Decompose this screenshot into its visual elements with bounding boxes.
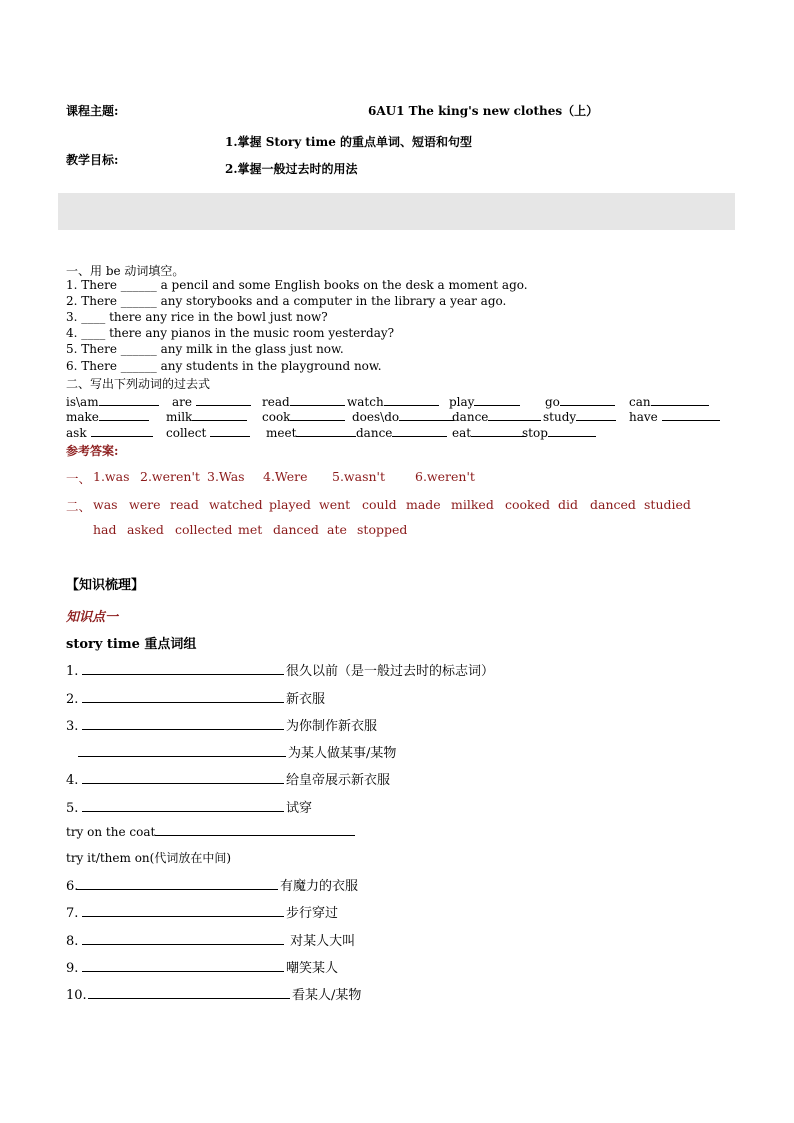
answer-item: 3.Was: [207, 469, 245, 484]
answer-item: danced: [590, 497, 636, 512]
exercise1-item: 4. ____ there any pianos in the music room yesterday?: [66, 326, 395, 340]
section-title: 【知识梳理】: [66, 578, 145, 593]
answer-item: asked: [127, 522, 164, 537]
answer-item: danced: [273, 522, 319, 537]
try-it-on: try it/them on(代词放在中间): [66, 851, 232, 865]
verb-item: cook: [262, 409, 345, 424]
answer-item: had: [93, 522, 117, 537]
exercise1-item: 3. ____ there any rice in the bowl just now?: [66, 310, 328, 324]
phrase-item: 9. 嘲笑某人: [66, 961, 339, 976]
verb-item: meet: [266, 425, 356, 440]
verb-item: does\do: [352, 409, 454, 424]
answer-item: were: [129, 497, 161, 512]
verb-item: go: [545, 394, 615, 409]
verb-item: stop: [522, 425, 596, 440]
exercise1-item: 2. There ______ any storybooks and a computer in the library a year ago.: [66, 294, 507, 308]
phrase-item: 为某人做某事/某物: [66, 742, 396, 761]
phrase-item: 7. 步行穿过: [66, 906, 339, 921]
subtitle: story time 重点词组: [66, 637, 197, 652]
answer-item: milked: [451, 497, 494, 512]
topic-value: 6AU1 The king's new clothes（上）: [368, 104, 599, 118]
verb-item: study: [543, 409, 616, 424]
verb-item: read: [262, 394, 345, 409]
objective-1: 1.掌握 Story time 的重点单词、短语和句型: [225, 135, 473, 149]
header-divider-band: [58, 193, 735, 230]
exercise1-title: 一、用 be 动词填空。: [66, 264, 185, 278]
answer-item: met: [238, 522, 263, 537]
phrase-item: 6. 有魔力的衣服: [66, 879, 359, 894]
objective-label: 教学目标:: [66, 153, 119, 167]
phrase-item: 5. 试穿: [66, 801, 313, 816]
answer-item: 5.wasn't: [332, 469, 386, 484]
answer-item: watched: [209, 497, 263, 512]
answer-item: 6.weren't: [415, 469, 475, 484]
answers-part1-label: 一、: [66, 471, 92, 486]
answer-item: ate: [327, 522, 347, 537]
topic-label: 课程主题:: [66, 104, 119, 118]
verb-item: ask: [66, 425, 153, 440]
answers-part2-label: 二、: [66, 499, 92, 514]
answer-item: studied: [644, 497, 691, 512]
verb-item: collect: [166, 425, 250, 440]
objective-2: 2.掌握一般过去时的用法: [225, 162, 358, 176]
exercise1-item: 1. There ______ a pencil and some English books on the desk a moment ago.: [66, 278, 528, 292]
exercise1-item: 5. There ______ any milk in the glass just now.: [66, 342, 344, 356]
verb-item: can: [629, 394, 709, 409]
answer-item: 2.weren't: [140, 469, 200, 484]
answer-item: read: [170, 497, 199, 512]
answer-item: stopped: [357, 522, 408, 537]
answer-item: did: [558, 497, 579, 512]
answer-item: made: [406, 497, 441, 512]
verb-item: dance: [356, 425, 447, 440]
phrase-item: 3. 为你制作新衣服: [66, 719, 378, 734]
verb-item: make: [66, 409, 149, 424]
answer-item: collected: [175, 522, 233, 537]
answers-title: 参考答案:: [66, 444, 119, 458]
point-title: 知识点一: [66, 610, 119, 625]
verb-item: eat: [452, 425, 526, 440]
exercise2-title: 二、写出下列动词的过去式: [66, 377, 211, 391]
phrase-item: 1. 很久以前（是一般过去时的标志词）: [66, 664, 495, 679]
phrase-item: 2. 新衣服: [66, 692, 326, 707]
answer-item: played: [269, 497, 311, 512]
exercise1-item: 6. There ______ any students in the playground now.: [66, 359, 382, 373]
verb-item: milk: [166, 409, 247, 424]
answer-item: 4.Were: [263, 469, 308, 484]
answer-item: cooked: [505, 497, 551, 512]
verb-item: dance: [452, 409, 541, 424]
try-on-coat: try on the coat: [66, 824, 355, 839]
verb-item: play: [449, 394, 520, 409]
answer-item: 1.was: [93, 469, 130, 484]
answer-item: was: [93, 497, 118, 512]
phrase-item: 10. 看某人/某物: [66, 988, 362, 1003]
verb-item: have: [629, 409, 720, 424]
answer-item: could: [362, 497, 397, 512]
verb-item: is\am: [66, 394, 159, 409]
phrase-item: 8. 对某人大叫: [66, 934, 356, 949]
verb-item: are: [172, 394, 251, 409]
phrase-item: 4. 给皇帝展示新衣服: [66, 773, 391, 788]
verb-item: watch: [347, 394, 439, 409]
answer-item: went: [319, 497, 351, 512]
